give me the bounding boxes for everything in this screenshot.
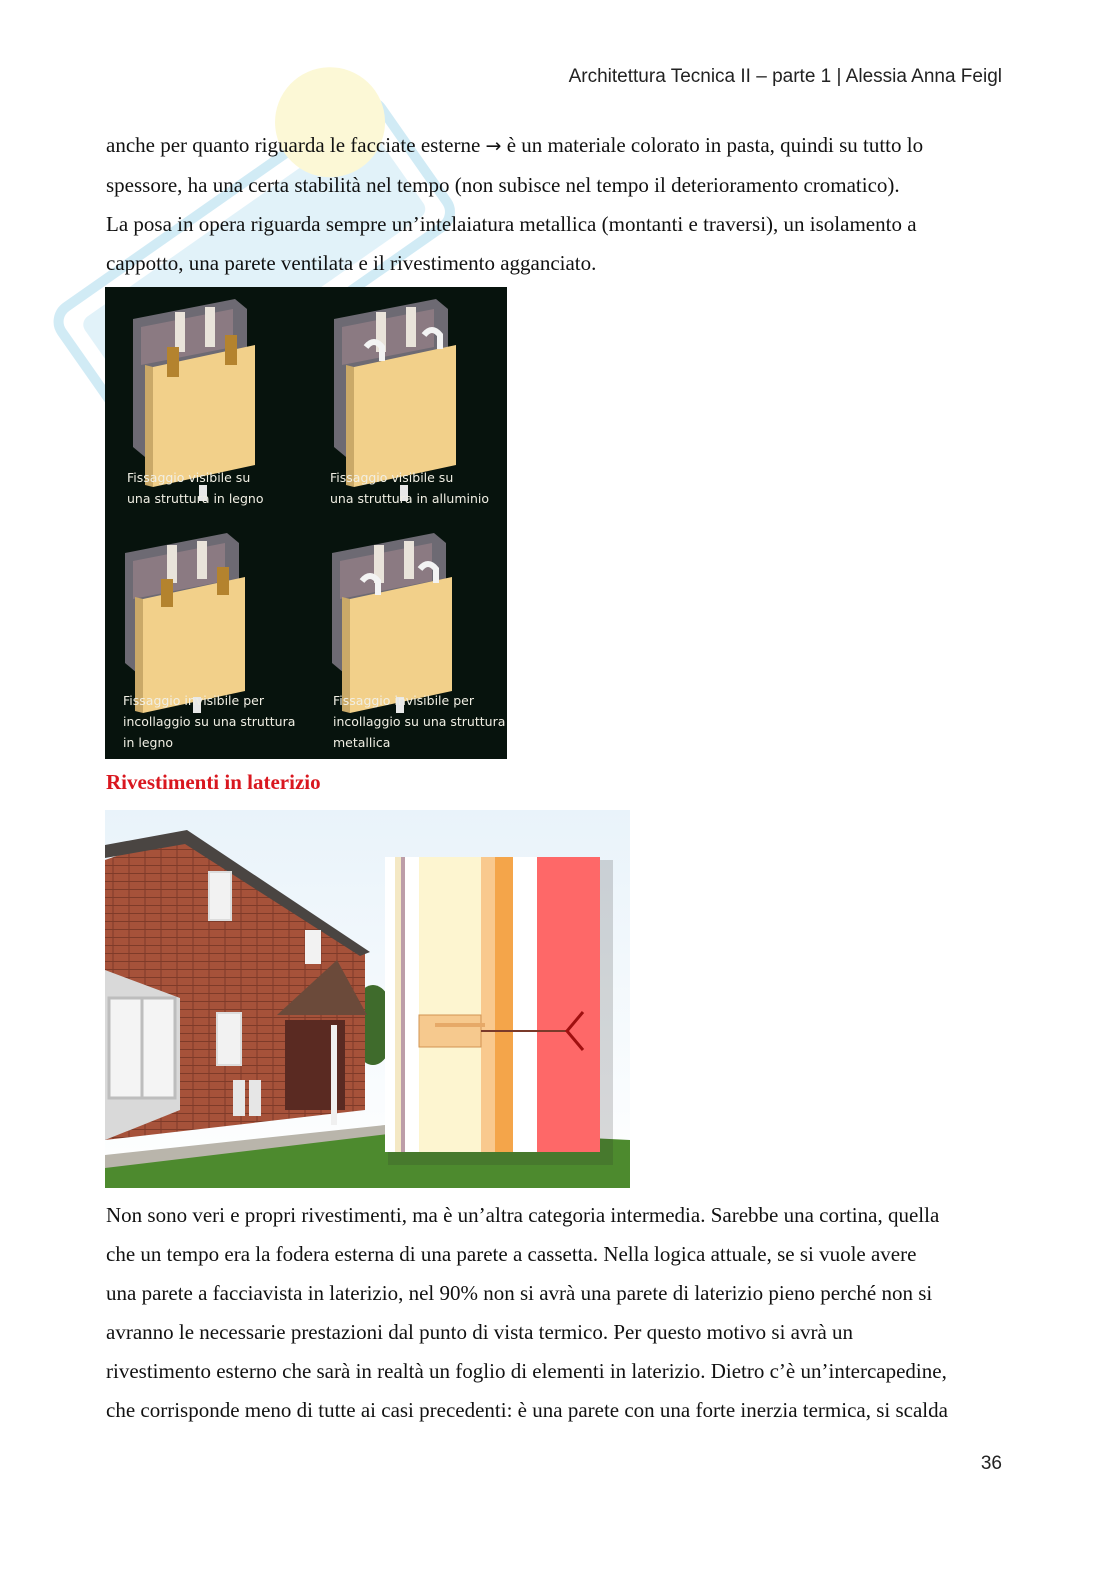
body-line-2: che un tempo era la fodera esterna di una parete a cassetta. Nella logica attuale, se si vuole avere <box>106 1242 917 1266</box>
body-line-4: avranno le necessarie prestazioni dal punto di vista termico. Per questo motivo si avrà un <box>106 1320 854 1344</box>
page-number: 36 <box>980 1453 1002 1474</box>
intro-line-2: spessore, ha una certa stabilità nel tempo (non subisce nel tempo il deterioramento cromatico). <box>106 173 900 197</box>
caption-4: Fissaggio invisibile per incollaggio su una struttura metallica <box>333 693 506 750</box>
intro-paragraph <box>106 126 1006 283</box>
brick-cladding-figure <box>105 810 630 1188</box>
panel-invisible-wood <box>105 523 306 759</box>
panel-visible-wood <box>105 287 306 523</box>
body-line-3: una parete a facciavista in laterizio, nel 90% non si avrà una parete di laterizio pieno perché non si <box>106 1281 933 1305</box>
panel-visible-aluminium <box>306 287 507 523</box>
caption-3: Fissaggio invisibile per incollaggio su una struttura in legno <box>123 693 296 750</box>
body-paragraph <box>106 1196 1006 1430</box>
body-line-1: Non sono veri e propri rivestimenti, ma è un’altra categoria intermedia. Sarebbe una cortina, quella <box>106 1203 940 1227</box>
caption-2: Fissaggio visibile su una struttura in alluminio <box>330 470 490 506</box>
intro-line-3: La posa in opera riguarda sempre un’intelaiatura metallica (montanti e traversi), un isolamento a <box>106 212 917 236</box>
house-and-section-illustration <box>105 810 630 1188</box>
body-line-6: che corrisponde meno di tutte ai casi precedenti: è una parete con una forte inerzia termica, si scalda <box>106 1398 948 1422</box>
intro-line-4: cappotto, una parete ventilata e il rivestimento agganciato. <box>106 251 597 275</box>
fixing-systems-figure <box>105 287 507 759</box>
right-arrow-icon: → <box>485 135 502 157</box>
panel-invisible-metal <box>306 523 507 759</box>
caption-1: Fissaggio visibile su una struttura in legno <box>127 470 264 506</box>
intro-line-1: anche per quanto riguarda le facciate esterne → è un materiale colorato in pasta, quindi su tutto lo <box>106 133 924 157</box>
body-line-5: rivestimento esterno che sarà in realtà un foglio di elementi in laterizio. Dietro c’è un’intercapedine, <box>106 1359 947 1383</box>
page-header: Architettura Tecnica II – parte 1 | Alessia Anna Feigl <box>568 66 1002 87</box>
section-title: Rivestimenti in laterizio <box>106 770 321 794</box>
